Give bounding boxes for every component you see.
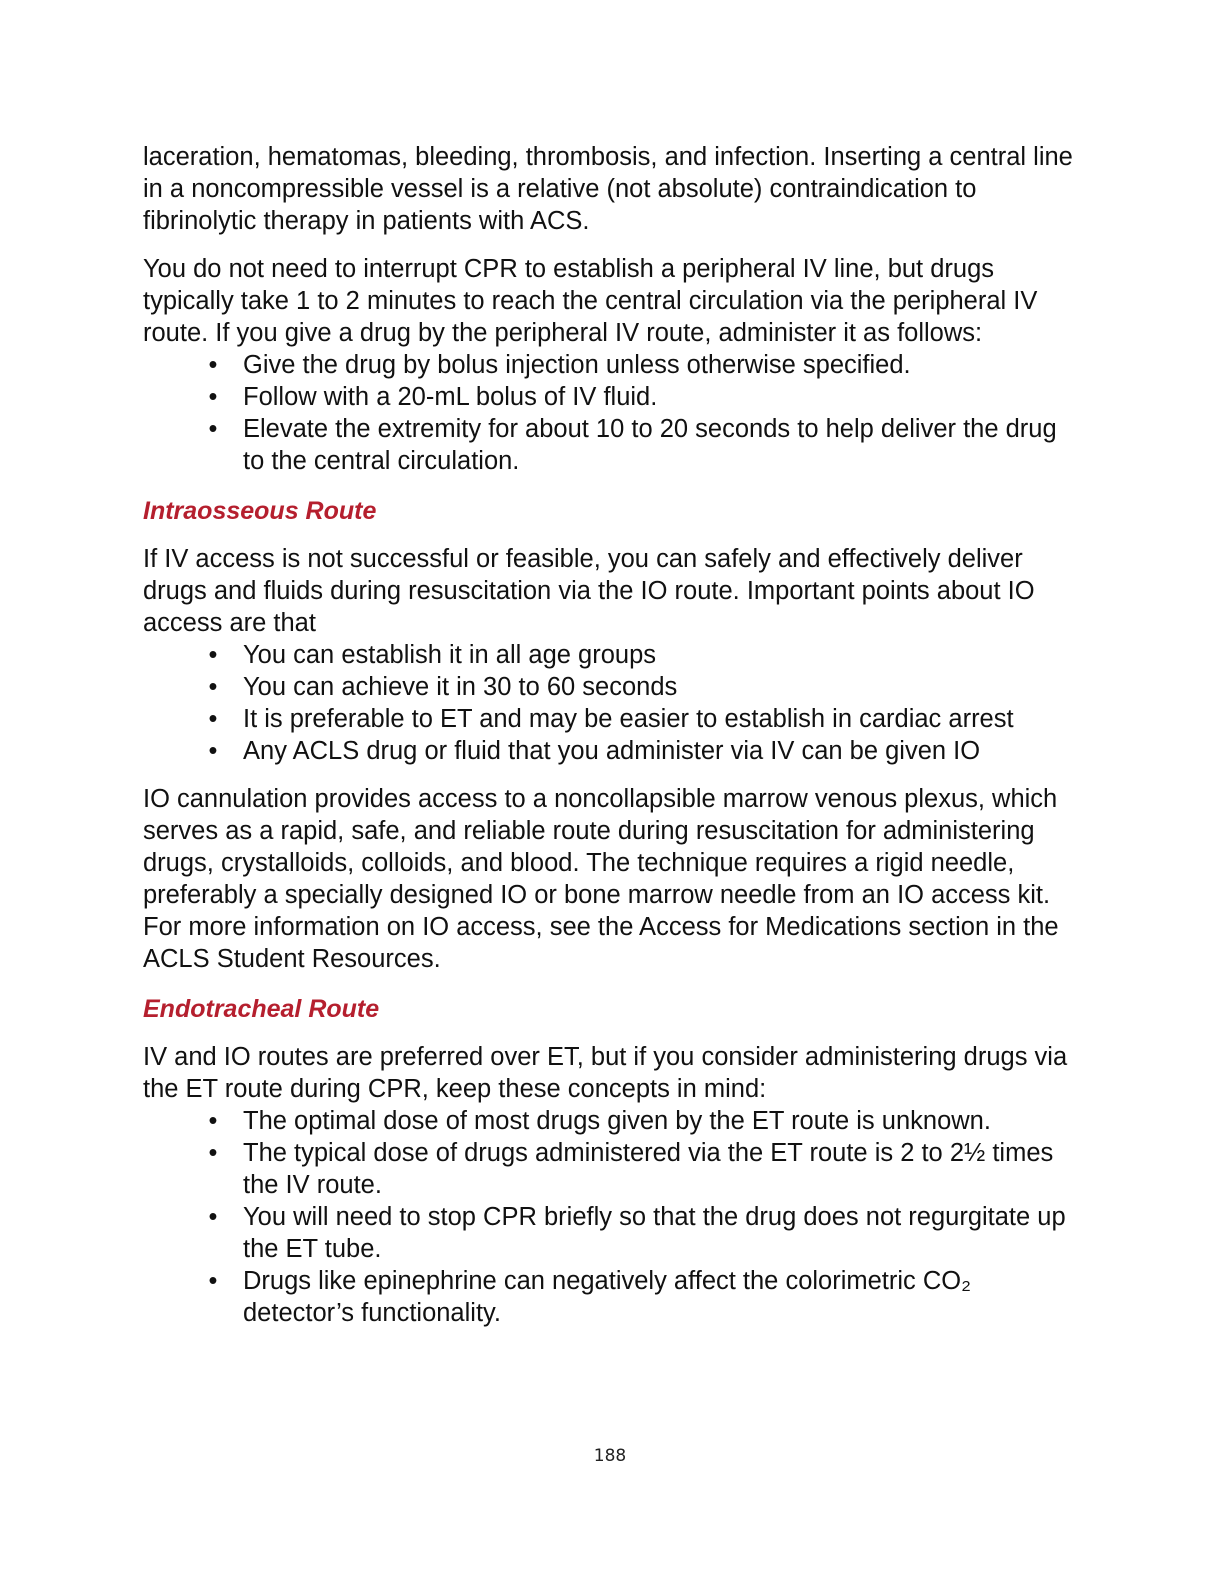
bullet-icon: • xyxy=(208,1139,218,1167)
list-item: • You will need to stop CPR briefly so that the drug does not regurgitate up the ET tube. xyxy=(143,1201,1083,1265)
bullet-icon: • xyxy=(208,1203,218,1231)
list-item: • You can achieve it in 30 to 60 seconds xyxy=(143,671,1083,703)
paragraph-io-access: If IV access is not successful or feasible, you can safely and effectively deliver drugs and fluids during resuscitation via the IO route. Important points about IO access are that xyxy=(143,545,1035,637)
bullet-icon: • xyxy=(208,383,218,411)
list-item: • You can establish it in all age groups xyxy=(143,639,1083,671)
list-item: • Follow with a 20-mL bolus of IV fluid. xyxy=(143,381,1083,413)
document-page xyxy=(143,141,1083,1345)
heading-endotracheal-route: Endotracheal Route xyxy=(143,995,380,1023)
paragraph-et-route: IV and IO routes are preferred over ET, but if you consider administering drugs via the ET route during CPR, keep these concepts in mind: xyxy=(143,1043,1068,1103)
list-item: • Drugs like epinephrine can negatively affect the colorimetric CO₂ detector’s functionality. xyxy=(143,1265,1083,1329)
list-item: • Elevate the extremity for about 10 to 20 seconds to help deliver the drug to the central circulation. xyxy=(143,413,1083,477)
list-item: • The typical dose of drugs administered via the ET route is 2 to 2½ times the IV route. xyxy=(143,1137,1083,1201)
bullet-icon: • xyxy=(208,737,218,765)
list-item: • It is preferable to ET and may be easier to establish in cardiac arrest xyxy=(143,703,1083,735)
bullet-icon: • xyxy=(208,1107,218,1135)
bullet-icon: • xyxy=(208,415,218,443)
paragraph-peripheral-iv: You do not need to interrupt CPR to establish a peripheral IV line, but drugs typically take 1 to 2 minutes to reach the central circulation via the peripheral IV route. If you give a drug by the peripheral IV route, administer it as follows: xyxy=(143,255,1038,347)
list-item: • Any ACLS drug or fluid that you administer via IV can be given IO xyxy=(143,735,1083,767)
list-item: • Give the drug by bolus injection unless otherwise specified. xyxy=(143,349,1083,381)
bullet-icon: • xyxy=(208,1267,218,1295)
bullet-icon: • xyxy=(208,641,218,669)
bullet-icon: • xyxy=(208,705,218,733)
list-et-concepts xyxy=(143,1105,1083,1329)
bullet-icon: • xyxy=(208,673,218,701)
heading-intraosseous-route: Intraosseous Route xyxy=(143,497,377,525)
list-peripheral-iv-steps xyxy=(143,349,1083,477)
paragraph-io-cannulation: IO cannulation provides access to a noncollapsible marrow venous plexus, which serves as a rapid, safe, and reliable route during resuscitation for administering drugs, crystalloids, colloids, and blood. The technique requires a rigid needle, preferably a specially designed IO or bone marrow needle from an IO access kit. For more information on IO access, see the Access for Medications section in the ACLS Student Resources. xyxy=(143,785,1059,973)
bullet-icon: • xyxy=(208,351,218,379)
list-item: • The optimal dose of most drugs given by the ET route is unknown. xyxy=(143,1105,1083,1137)
page-number: 188 xyxy=(593,1446,627,1466)
paragraph-central-line-complications: laceration, hematomas, bleeding, thrombosis, and infection. Inserting a central line in a noncompressible vessel is a relative (not absolute) contraindication to fibrinolytic therapy in patients with ACS. xyxy=(143,143,1073,235)
list-io-points xyxy=(143,639,1083,767)
